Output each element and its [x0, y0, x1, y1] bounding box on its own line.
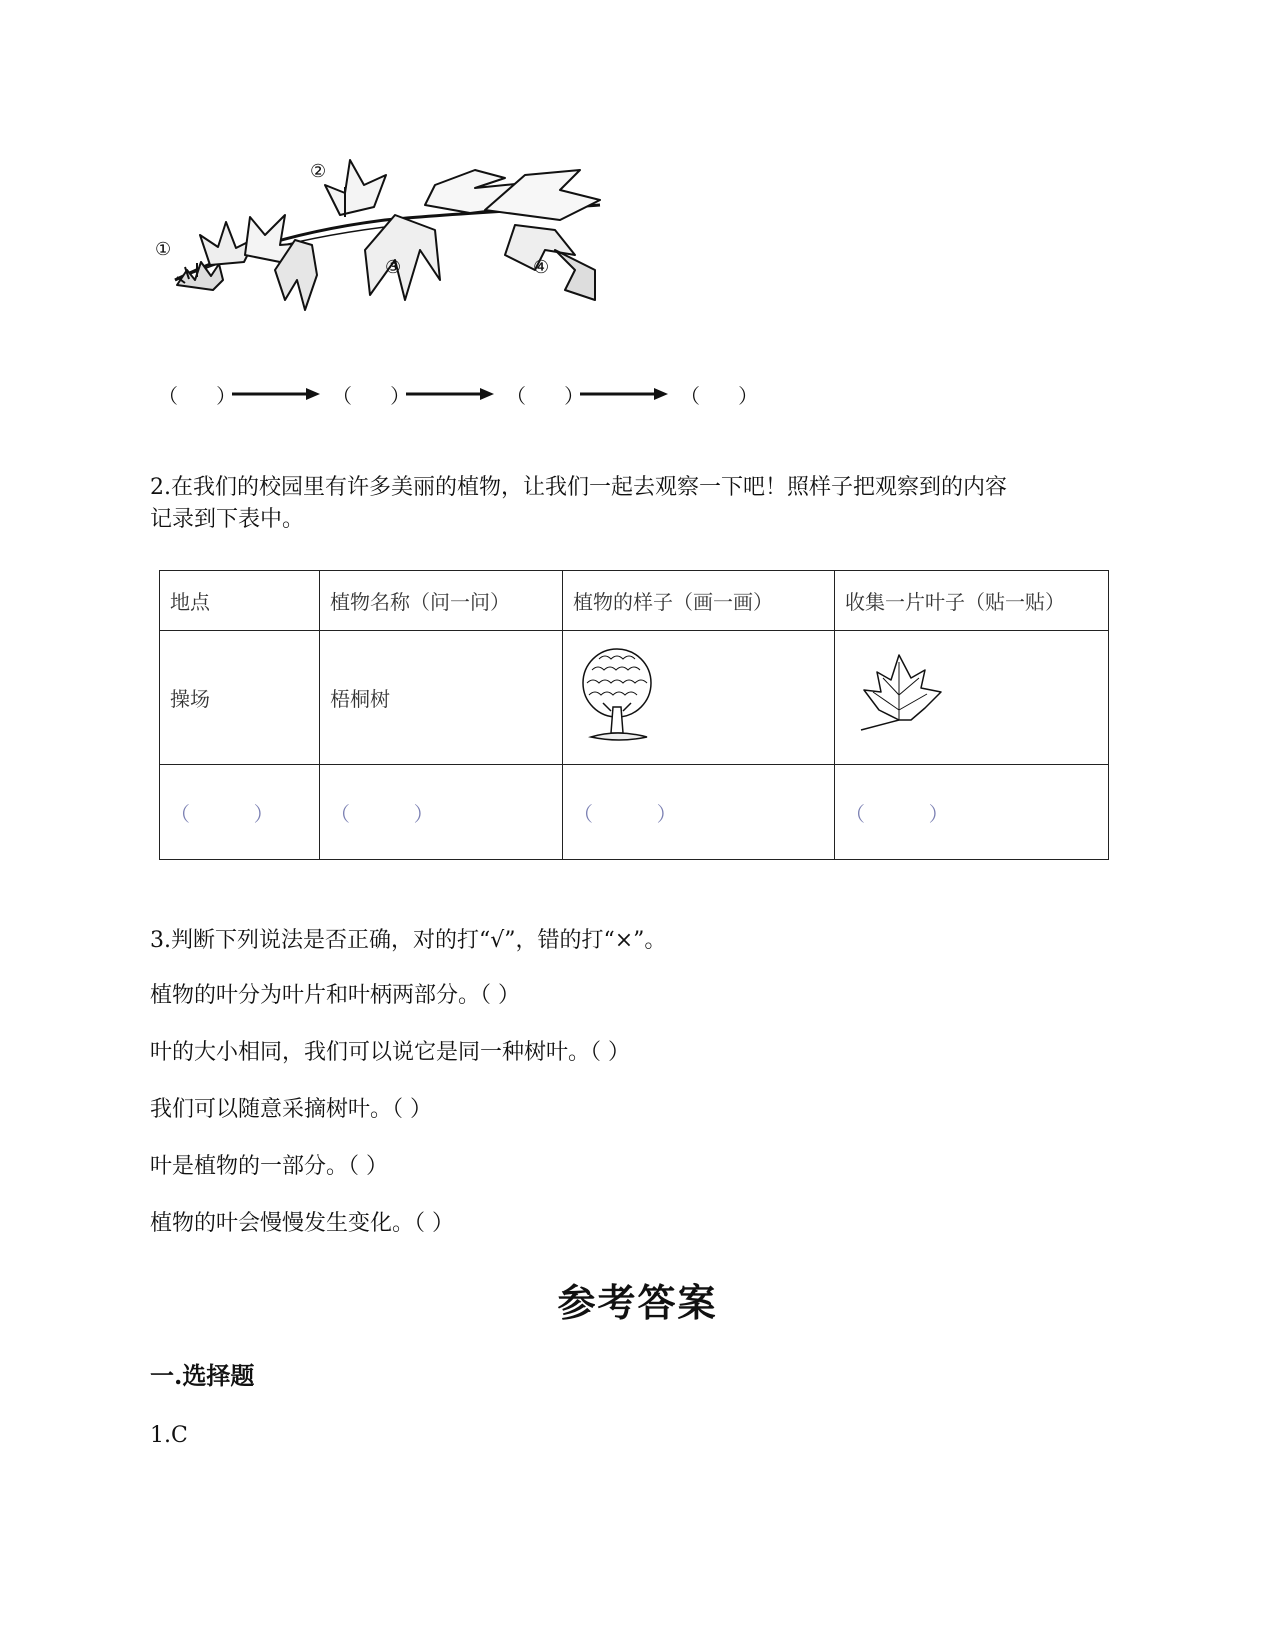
table-row — [160, 765, 1109, 860]
answer-1: 1.C — [150, 1423, 188, 1448]
sequence-blank-3[interactable]: （ ） — [506, 383, 585, 408]
plant-drawing-cell — [563, 631, 835, 765]
vine-drawing — [155, 155, 635, 315]
plant-drawing-blank[interactable]: （ ） — [563, 765, 835, 860]
place-blank[interactable]: （ ） — [160, 765, 320, 860]
right-arrow-icon — [404, 386, 496, 402]
vine-label-3: ③ — [385, 257, 402, 278]
sequence-blank-1[interactable]: （ ） — [158, 383, 237, 408]
plant-name-blank[interactable]: （ ） — [320, 765, 563, 860]
table-header-row — [160, 571, 1109, 631]
leaf-blank[interactable]: （ ） — [835, 765, 1109, 860]
vine-label-1: ① — [155, 239, 172, 260]
answer-title: 参考答案 — [557, 1280, 718, 1325]
table-row — [160, 631, 1109, 765]
question3-item: 我们可以随意采摘树叶。（ ） — [150, 1097, 432, 1122]
question3-item: 植物的叶会慢慢发生变化。（ ） — [150, 1211, 454, 1236]
question3-item: 叶是植物的一部分。（ ） — [150, 1154, 388, 1179]
table-header: 收集一片叶子（贴一贴） — [835, 571, 1109, 631]
leaf-cell — [835, 631, 1109, 765]
section-title: 一.选择题 — [150, 1361, 255, 1390]
vine-label-2: ② — [310, 161, 327, 182]
question2-line2: 记录到下表中。 — [150, 507, 305, 532]
sequence-row — [158, 374, 759, 414]
vine-label-4: ④ — [533, 257, 550, 278]
table-header: 植物的样子（画一画） — [563, 571, 835, 631]
observation-table — [159, 570, 1109, 860]
right-arrow-icon — [230, 386, 322, 402]
table-header: 植物名称（问一问） — [320, 571, 563, 631]
maple-leaf-icon — [859, 650, 949, 740]
tree-icon — [577, 645, 657, 745]
sequence-blank-2[interactable]: （ ） — [332, 383, 411, 408]
question3-title: 3.判断下列说法是否正确，对的打“√”，错的打“×”。 — [150, 928, 667, 953]
place-cell: 操场 — [160, 631, 320, 765]
sequence-blank-4[interactable]: （ ） — [680, 383, 759, 408]
right-arrow-icon — [578, 386, 670, 402]
question2-line1: 2.在我们的校园里有许多美丽的植物，让我们一起去观察一下吧！照样子把观察到的内容 — [150, 475, 1007, 500]
plant-name-cell: 梧桐树 — [320, 631, 563, 765]
table-header: 地点 — [160, 571, 320, 631]
vine-figure — [155, 155, 635, 315]
question3-item: 植物的叶分为叶片和叶柄两部分。（ ） — [150, 983, 520, 1008]
question3-item: 叶的大小相同，我们可以说它是同一种树叶。（ ） — [150, 1040, 630, 1065]
